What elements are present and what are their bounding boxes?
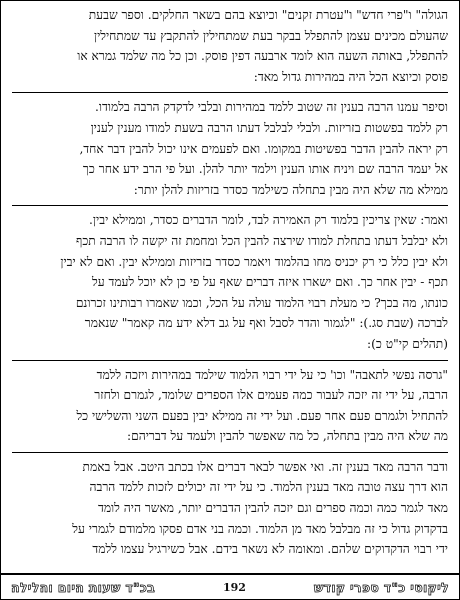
text-line: תכף - יבין אחר כך. ואם ישארו איזה דברים שאף על פי כן לא יוכל לעמד על [92,275,448,290]
text-line: ולא יבין כלל כי רק יכניס מחו בהלמוד ויאמר כסדר בזריזות וממילא יבין. ואם לא יבין [60,254,448,269]
text-line: ודבר הרבה מאד בענין זה. ואי אפשר לבאר דברים אלו בכתב היטב. אבל באמת [82,459,448,474]
text-line: פוסק וכיוצא הכל היה במהירות גדול מאד: [253,69,448,84]
page-number: 192 [222,580,246,594]
text-line: (תהלים קי"ט כ): [367,336,448,351]
paragraph [12,361,448,453]
text-line: כונתו, מה בכך? כי מעלת רבוי הלמוד עולה על הכל, וכמו שאמרו רבותינו זכרונם [75,295,448,310]
document-body [12,5,448,570]
text-line: אל יעמד הרבה שם ויניח אותו הענין וילמד יותר להלן. ועל פי הרב ידע אחר כך [82,162,448,177]
text-line: בדקדוק גדול כי זה מבלבל מאד מן הלמוד. וכמה בני אדם פסקו מלמודם לגמרי על [72,521,448,536]
text-line: וסיפר עמנו הרבה בענין זה שטוב ללמד במהירות ובלבי לדקדק הרבה בלמודו. [95,100,448,115]
text-line: מה שלא היה מבין בתחלה, כל מה שאפשר להבין ולעמד על דבריהם: [127,429,448,444]
paragraph [12,453,448,565]
text-line: הרבה, על ידי זה יזכה לעבור כמה פעמים אלו הספרים שלומד, לגמרם ולחזר [94,388,448,403]
text-line: רק ללמד בפשטות בזריזות. ולבלי לבלבל דעתו הרבה בשעת למודו מענין לענין [90,120,448,135]
paragraph [12,93,448,206]
footer-series-title: בכ"ד שעות היום והלילה [11,579,156,595]
text-line: מאד לגמר כמה וכמה ספרים וגם יזכה להבין הדברים יותר, מאשר היה לומד [97,501,448,516]
text-line: לברכה (שבת סג.): "לגמור והדר לסבל ואף על גב דלא ידע מה קאמר" שנאמר [84,316,448,331]
text-line: ואמר: שאין צריכין בלמוד רק האמירה לבד, לומר הדברים כסדר, וממילא יבין. [89,213,448,228]
text-line: ולא יבלבל דעתו בתחלת למודו שירצה להבין הכל ומחמת זה יקשה לו הרבה תכף [76,233,448,248]
text-line: ממילא מה שלא היה מבין בתחלה כשילמד כסדר בזריזות להלן יותר: [133,182,448,197]
footer-book-title: ליקוטי כ"ד ספרי קודש [313,579,449,595]
text-line: "גרסה נפשי לתאבה" וכו' כי על ידי רבוי הלמוד שילמד במהירות ויזכה ללמד [96,367,448,382]
text-line: ידי רבוי הדקדוקים שלהם. ומאומה לא נשאר בידם. אבל כשירגיל עצמו ללמד [92,542,448,557]
text-line: שהעולם מכינים עצמן להתפלל בבקר בעת שמתחילין להתקבץ עד שמתחילין [93,28,448,43]
text-line: להתחיל ולגמרם פעם אחר פעם. ועל ידי זה ממילא יבין בפעם השני והשלישי כל [76,408,448,423]
page-footer [1,573,459,599]
text-line: רק יראה להבין הדבר בפשיטות במקומו. ואם לפעמים אינו יכול להבין דבר אחד, [79,141,448,156]
paragraph [12,206,448,360]
text-line: הוא דרך עצה טובה מאד בענין הלמוד. כי על ידי זה יכולים לזכות ללמד הרבה [89,480,448,495]
text-line: הגולה" ו"פרי חדש" ו"עטרת זקנים" וכיוצא בהם בשאר החלקים. וספר שבעת [88,8,448,22]
text-line: להתפלל, באותה השעה הוא לומד ארבעה דפין פוסק. וכן כל מה שלמד גמרא או [77,49,448,64]
paragraph [12,5,448,93]
